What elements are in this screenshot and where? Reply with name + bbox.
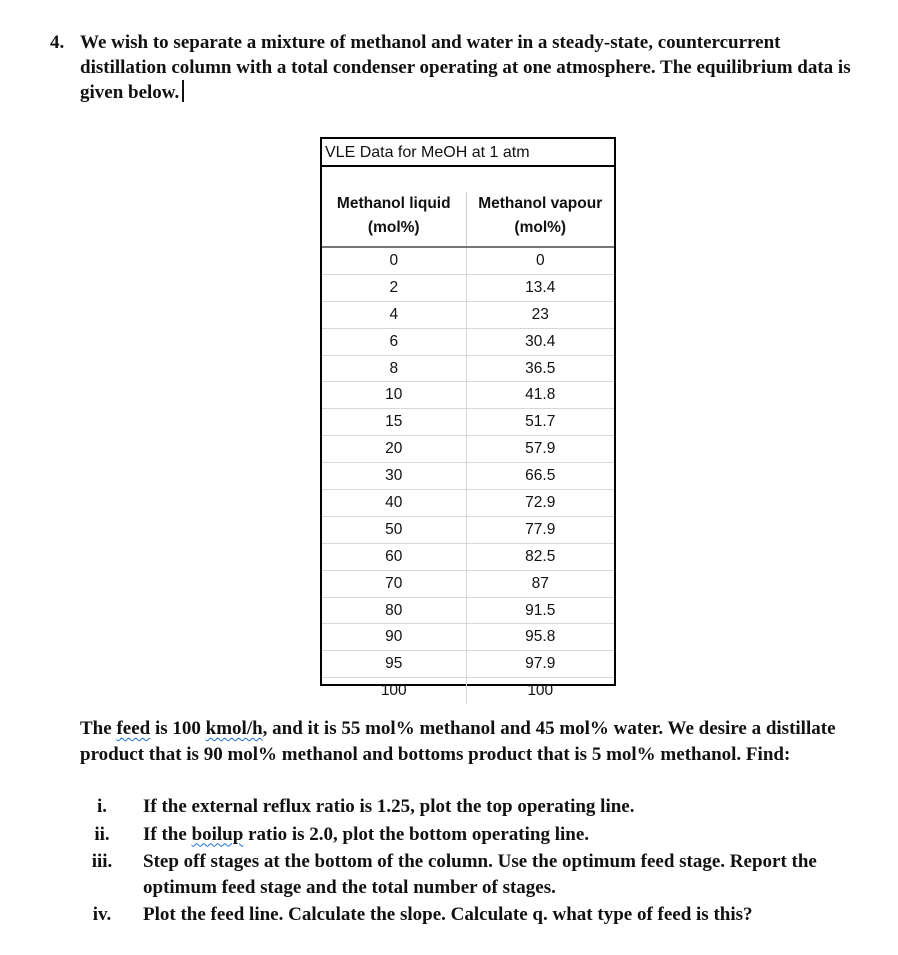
header-methanol-liquid-line1: Methanol liquid <box>336 195 451 212</box>
task-text-part: Step off stages at the bottom of the column. Use the optimum feed stage. Report the optimum feed stage and the total number of stages. <box>143 851 817 898</box>
table-row <box>322 678 614 704</box>
feed-text-3: , and it is 55 mol% methanol and 45 mol% water. We desire a distillate product that is 90 mol% methanol and bottoms product that is 5 mol% methanol. Find: <box>80 718 836 765</box>
table-row <box>322 382 614 409</box>
feed-text-2: is 100 <box>150 718 206 739</box>
methanol-liquid-cell: 0 <box>322 248 467 274</box>
text-cursor <box>182 80 184 102</box>
methanol-vapour-cell: 51.7 <box>525 413 556 431</box>
vle-table-spacer <box>322 167 614 192</box>
header-methanol-liquid <box>322 192 467 246</box>
methanol-vapour-cell: 91.5 <box>525 601 556 619</box>
header-methanol-vapour <box>467 192 615 246</box>
table-row <box>322 598 614 625</box>
task-numeral: ii. <box>94 823 110 845</box>
methanol-vapour-cell: 13.4 <box>525 278 556 296</box>
task-item <box>80 849 870 900</box>
methanol-vapour-cell: 100 <box>527 682 554 700</box>
methanol-vapour-cell: 95.8 <box>525 628 556 646</box>
methanol-liquid-cell: 20 <box>322 436 467 462</box>
task-text <box>143 902 870 928</box>
table-row <box>322 490 614 517</box>
task-text <box>143 849 870 900</box>
task-text-part: Plot the feed line. Calculate the slope. Calculate q. what type of feed is this? <box>143 904 753 925</box>
table-row <box>322 651 614 678</box>
task-marked-word: boilup <box>191 823 244 845</box>
task-list <box>80 794 870 928</box>
table-row <box>322 436 614 463</box>
table-row <box>322 248 614 275</box>
methanol-liquid-cell: 2 <box>322 275 467 301</box>
methanol-liquid-cell: 30 <box>322 463 467 489</box>
methanol-liquid-cell: 10 <box>322 382 467 408</box>
table-row <box>322 571 614 598</box>
task-text-part: ratio is 2.0, plot the bottom operating line. <box>243 823 590 845</box>
table-row <box>322 463 614 490</box>
methanol-vapour-cell: 66.5 <box>525 467 556 485</box>
table-row <box>322 302 614 329</box>
table-row <box>322 329 614 356</box>
table-row <box>322 517 614 544</box>
task-text <box>143 822 870 848</box>
methanol-vapour-cell: 72.9 <box>525 494 556 512</box>
task-numeral: iv. <box>92 904 112 925</box>
question-intro <box>80 30 860 105</box>
header-methanol-liquid-line2: (mol%) <box>367 219 420 236</box>
methanol-vapour-cell: 41.8 <box>525 386 556 404</box>
methanol-liquid-cell: 40 <box>322 490 467 516</box>
methanol-vapour-cell: 57.9 <box>525 440 556 458</box>
methanol-vapour-cell: 30.4 <box>525 332 556 350</box>
methanol-vapour-cell: 0 <box>535 252 545 269</box>
methanol-liquid-cell: 4 <box>322 302 467 328</box>
table-row <box>322 544 614 571</box>
task-item <box>80 822 870 848</box>
header-methanol-vapour-line1: Methanol vapour <box>478 195 603 212</box>
task-item <box>80 794 870 820</box>
methanol-liquid-cell: 90 <box>322 624 467 650</box>
feed-text-1: The <box>80 718 117 739</box>
vle-table-body <box>322 248 614 704</box>
task-numeral: iii. <box>91 851 113 872</box>
header-methanol-vapour-line2: (mol%) <box>514 219 567 236</box>
vle-table-title: VLE Data for MeOH at 1 atm <box>322 139 614 167</box>
question-intro-text: We wish to separate a mixture of methanol and water in a steady-state, countercurrent distillation column with a total condenser operating at one atmosphere. The equilibrium data is given below. <box>80 32 851 103</box>
task-numeral: i. <box>96 796 108 817</box>
methanol-vapour-cell: 82.5 <box>525 547 556 565</box>
methanol-vapour-cell: 87 <box>531 574 549 592</box>
vle-table-header <box>322 192 614 248</box>
methanol-vapour-cell: 97.9 <box>525 655 556 673</box>
methanol-liquid-cell: 8 <box>322 356 467 382</box>
task-item <box>80 902 870 928</box>
feed-paragraph <box>80 716 860 767</box>
methanol-liquid-cell: 100 <box>322 678 467 704</box>
methanol-liquid-cell: 70 <box>322 571 467 597</box>
table-row <box>322 409 614 436</box>
methanol-liquid-cell: 60 <box>322 544 467 570</box>
methanol-vapour-cell: 36.5 <box>525 359 556 377</box>
methanol-liquid-cell: 15 <box>322 409 467 435</box>
methanol-vapour-cell: 23 <box>531 305 549 323</box>
task-text <box>143 794 870 820</box>
methanol-liquid-cell: 80 <box>322 598 467 624</box>
table-row <box>322 275 614 302</box>
table-row <box>322 356 614 383</box>
feed-word: feed <box>116 718 151 739</box>
task-text-part: If the <box>143 823 192 845</box>
methanol-liquid-cell: 50 <box>322 517 467 543</box>
table-row <box>322 624 614 651</box>
methanol-vapour-cell: 77.9 <box>525 520 556 538</box>
question-number: 4. <box>50 32 65 53</box>
task-text-part: If the external reflux ratio is 1.25, plot the top operating line. <box>143 796 635 817</box>
unit-word: kmol/h <box>205 718 263 739</box>
methanol-liquid-cell: 6 <box>322 329 467 355</box>
vle-data-table <box>320 137 616 700</box>
methanol-liquid-cell: 95 <box>322 651 467 677</box>
